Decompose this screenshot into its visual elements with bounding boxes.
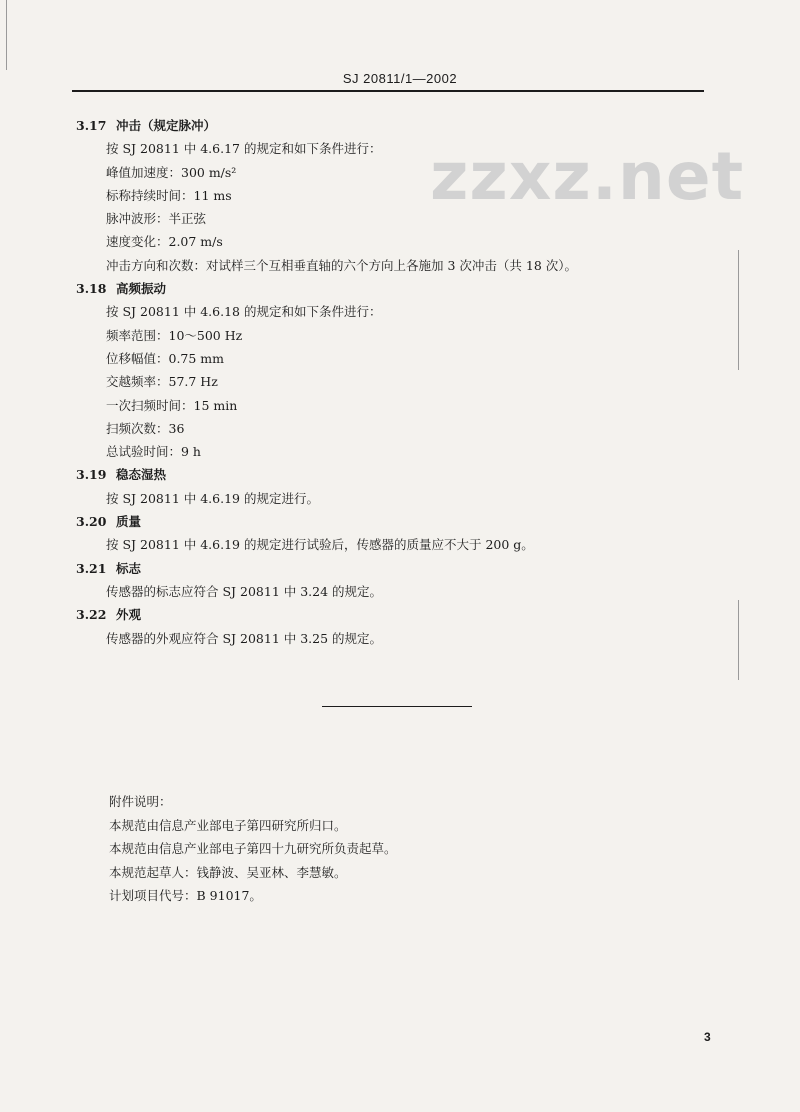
section-line: 总试验时间：9 h — [106, 444, 201, 460]
section-line: 速度变化：2.07 m/s — [106, 234, 223, 250]
sections-body — [0, 114, 800, 650]
section-line: 传感器的外观应符合 SJ 20811 中 3.25 的规定。 — [106, 630, 383, 646]
section-number: 3.19 — [76, 467, 107, 483]
section-line: 脉冲波形：半正弦 — [106, 211, 207, 227]
notes-line: 本规范由信息产业部电子第四十九研究所负责起草。 — [109, 841, 397, 856]
section-heading — [0, 557, 800, 580]
section-title: 标志 — [116, 560, 142, 576]
section-heading — [0, 510, 800, 533]
section-heading — [0, 603, 800, 626]
document-code: SJ 20811/1—2002 — [342, 71, 458, 86]
section-line: 按 SJ 20811 中 4.6.18 的规定和如下条件进行： — [106, 304, 382, 320]
section-line: 按 SJ 20811 中 4.6.19 的规定进行试验后，传感器的质量应不大于 200 g。 — [106, 537, 534, 553]
section-title: 质量 — [116, 514, 142, 530]
notes-block — [0, 790, 800, 908]
section-number: 3.22 — [76, 607, 107, 623]
section-line: 按 SJ 20811 中 4.6.19 的规定进行。 — [106, 490, 319, 506]
section-number: 3.20 — [76, 514, 107, 530]
watermark: zzxz.net — [430, 138, 745, 215]
section-line: 扫频次数：36 — [106, 420, 185, 436]
section-number: 3.17 — [76, 118, 107, 133]
section-number: 3.21 — [76, 560, 107, 576]
section-line: 峰值加速度：300 m/s² — [106, 164, 237, 180]
section-number: 3.18 — [76, 281, 107, 297]
section-line: 一次扫频时间：15 min — [106, 397, 238, 413]
header-rule — [72, 90, 704, 92]
section-line: 频率范围：10～500 Hz — [106, 327, 243, 343]
scan-edge-left — [6, 0, 7, 70]
section-title: 冲击（规定脉冲） — [116, 118, 217, 133]
page-number: 3 — [704, 1030, 711, 1044]
notes-line: 本规范由信息产业部电子第四研究所归口。 — [109, 817, 347, 833]
section-title: 高频振动 — [116, 281, 167, 297]
section-title: 稳态湿热 — [116, 467, 167, 483]
section-line: 交越频率：57.7 Hz — [106, 374, 218, 390]
section-heading — [0, 463, 800, 486]
section-line: 按 SJ 20811 中 4.6.17 的规定和如下条件进行： — [106, 141, 382, 157]
section-line: 位移幅值：0.75 mm — [106, 350, 225, 366]
section-heading — [0, 114, 800, 137]
notes-line: 本规范起草人：钱静波、吴亚林、李慧敏。 — [109, 864, 347, 880]
notes-line: 计划项目代号：B 91017。 — [109, 888, 262, 903]
section-line: 冲击方向和次数：对试样三个互相垂直轴的六个方向上各施加 3 次冲击（共 18 次）。 — [106, 257, 578, 273]
section-title: 外观 — [116, 607, 142, 623]
section-heading — [0, 277, 800, 300]
end-rule — [322, 706, 472, 707]
notes-title: 附件说明： — [109, 794, 172, 809]
section-line: 传感器的标志应符合 SJ 20811 中 3.24 的规定。 — [106, 583, 383, 599]
section-line: 标称持续时间：11 ms — [106, 187, 232, 203]
